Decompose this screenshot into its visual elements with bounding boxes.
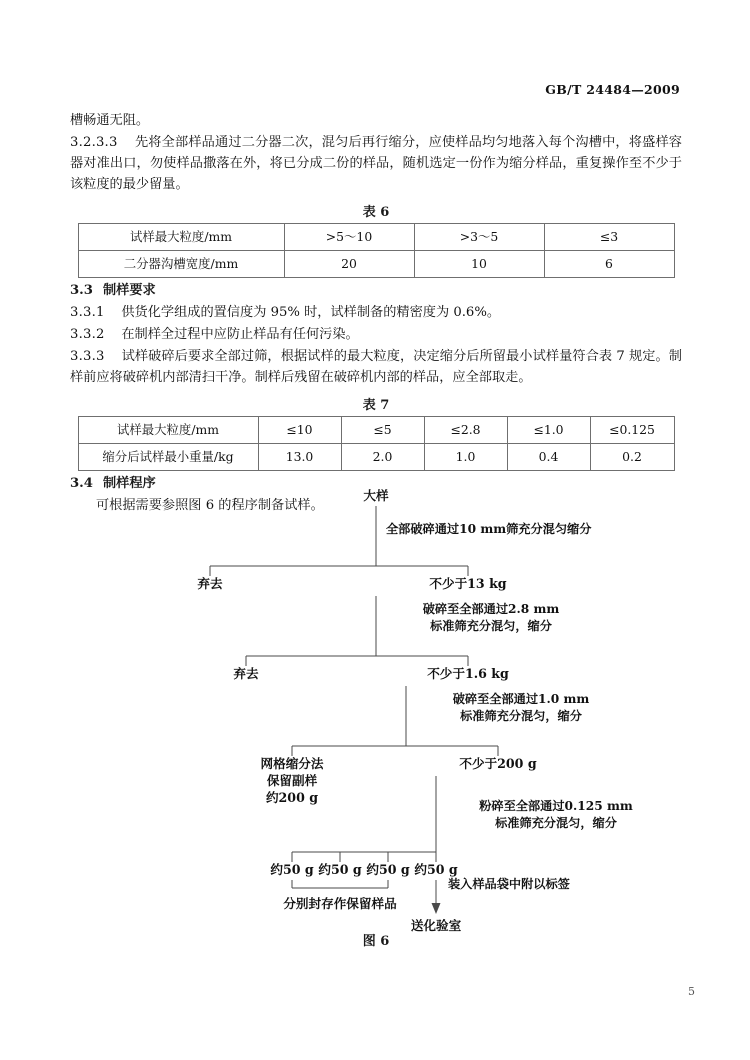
flow-note-crush-10mm: 全部破碎通过10 mm筛充分混匀缩分 (386, 522, 592, 536)
flow-note-crush-1-0mm-line1: 破碎至全部通过1.0 mm (452, 692, 590, 706)
table-6-cell-0-2: ≤3 (544, 224, 674, 251)
flow-node-keep-13kg: 不少于13 kg (429, 576, 507, 591)
flow-node-start: 大样 (363, 488, 389, 503)
clause-3-3-3-text: 试样破碎后要求全部过筛，根据试样的最大粒度，决定缩分后所留最小试样量符合表 7 规定。制样前应将破碎机内部清扫干净。制样后残留在破碎机内部的样品，应全部取走。 (70, 349, 682, 385)
flow-note-crush-2-8mm-line1: 破碎至全部通过2.8 mm (422, 602, 560, 616)
clause-3-3-2-text: 在制样全过程中应防止样品有任何污染。 (121, 327, 359, 342)
clause-3-4-number: 3.4 (70, 476, 93, 491)
clause-3-3-number: 3.3 (70, 283, 93, 298)
table-row (78, 417, 674, 444)
clause-3-2-3-3 (70, 132, 682, 195)
flow-node-grid-method-line2: 保留副样 (266, 773, 318, 788)
flow-node-split-3: 约50 g (366, 862, 410, 877)
table-7-cell-0-1: ≤5 (341, 417, 424, 444)
flow-note-bag-label: 装入样品袋中附以标签 (448, 877, 570, 891)
table-6-row-1-header: 二分器沟槽宽度/mm (78, 251, 284, 278)
clause-3-3-1-text: 供货化学组成的置信度为 95% 时，试样制备的精密度为 0.6%。 (121, 305, 501, 320)
table-7-cell-0-4: ≤0.125 (590, 417, 674, 444)
flow-note-crush-1-0mm-line2: 标准筛充分混匀，缩分 (460, 709, 582, 723)
clause-3-3-1 (70, 302, 682, 323)
flow-node-discard-1: 弃去 (197, 576, 223, 591)
flow-node-reserve-samples: 分别封存作保留样品 (283, 896, 397, 911)
arrowhead-icon (432, 903, 441, 914)
figure-6-flowchart (70, 488, 682, 958)
figure-6-caption: 图 6 (362, 934, 390, 949)
clause-3-3-3 (70, 346, 682, 388)
flow-node-grid-method-line3: 约200 g (265, 790, 319, 805)
table-7-cell-1-0: 13.0 (258, 444, 341, 471)
clause-3-4-text: 可根据需要参照图 6 的程序制备试样。 (96, 498, 324, 513)
table-7-cell-1-3: 0.4 (507, 444, 590, 471)
table-6 (78, 223, 675, 278)
table-7-cell-1-1: 2.0 (341, 444, 424, 471)
flow-node-discard-2: 弃去 (233, 666, 259, 681)
table-7-cell-0-0: ≤10 (258, 417, 341, 444)
table-row (78, 224, 674, 251)
table-6-cell-1-0: 20 (284, 251, 414, 278)
clause-3-3-1-number: 3.3.1 (70, 305, 105, 320)
page-number: 5 (688, 985, 695, 998)
table-6-cell-0-1: >3～5 (414, 224, 544, 251)
flow-node-send-to-lab: 送化验室 (410, 918, 462, 933)
table-7-row-1-header: 缩分后试样最小重量/kg (78, 444, 258, 471)
table-7 (78, 416, 675, 471)
paragraph-continuation: 槽畅通无阻。 (70, 113, 150, 128)
flow-node-keep-200g: 不少于200 g (459, 756, 537, 771)
flow-node-split-2: 约50 g (318, 862, 362, 877)
clause-3-4-title: 制样程序 (102, 476, 156, 491)
flow-note-pulverize-0-125mm-line1: 粉碎至全部通过0.125 mm (479, 799, 633, 813)
table-row (78, 444, 674, 471)
clause-3-3-3-number: 3.3.3 (70, 349, 105, 364)
table-6-row-0-header: 试样最大粒度/mm (78, 224, 284, 251)
document-body (70, 110, 682, 517)
clause-3-3-heading (70, 280, 682, 301)
table-7-cell-1-4: 0.2 (590, 444, 674, 471)
table-7-cell-0-2: ≤2.8 (424, 417, 507, 444)
clause-3-3-2 (70, 324, 682, 345)
table-7-cell-0-3: ≤1.0 (507, 417, 590, 444)
flow-note-crush-2-8mm-line2: 标准筛充分混匀，缩分 (430, 619, 552, 633)
flow-node-grid-method-line1: 网格缩分法 (260, 756, 324, 771)
standard-header-id: GB/T 24484—2009 (545, 82, 680, 97)
flow-node-split-4: 约50 g (414, 862, 458, 877)
flow-node-keep-1-6kg: 不少于1.6 kg (427, 666, 509, 681)
flow-node-split-1: 约50 g (270, 862, 314, 877)
clause-3-3-2-number: 3.3.2 (70, 327, 105, 342)
clause-3-2-3-3-text: 先将全部样品通过二分器二次，混匀后再行缩分，应使样品均匀地落入每个沟槽中，将盛样容器对准出口，勿使样品撒落在外，将已分成二份的样品，随机选定一份作为缩分样品，重复操作至不少于该粒度的最少留量。 (70, 135, 682, 192)
clause-3-3-title: 制样要求 (102, 283, 156, 298)
clause-3-2-3-3-number: 3.2.3.3 (70, 135, 118, 150)
table-7-caption: 表 7 (362, 398, 390, 413)
table-7-row-0-header: 试样最大粒度/mm (78, 417, 258, 444)
flow-note-pulverize-0-125mm-line2: 标准筛充分混匀，缩分 (495, 816, 617, 830)
table-6-caption: 表 6 (362, 205, 390, 220)
table-7-cell-1-2: 1.0 (424, 444, 507, 471)
table-row (78, 251, 674, 278)
table-6-cell-1-1: 10 (414, 251, 544, 278)
table-6-cell-0-0: >5～10 (284, 224, 414, 251)
table-6-cell-1-2: 6 (544, 251, 674, 278)
